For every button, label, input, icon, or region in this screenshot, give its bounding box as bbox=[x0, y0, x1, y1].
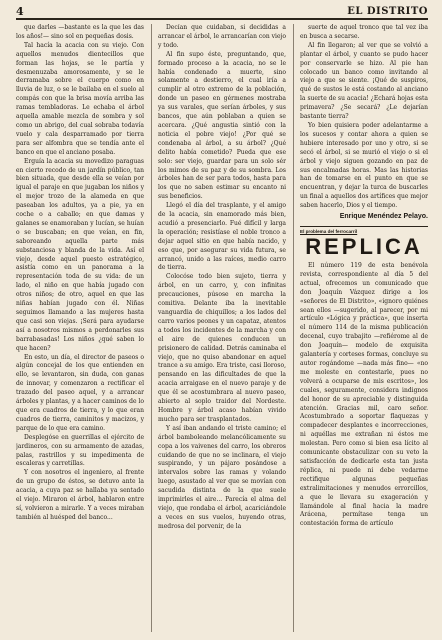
article-headline: REPLICA bbox=[305, 234, 423, 260]
paragraph: Al fin llegaron; al ver que se volvió a plantar el árbol, y cuanto se pudo hacer por conservarle se hizo. Al pie han colocado un banco como invitando al viejo a que se siente. ¡Qué de suspiros, qué de sustos le está costando al anciano la suerte de su acacia! ¿Echará hojas esta primavera? ¿Se secará? ¿Le dejarían bastante tierra? bbox=[300, 41, 428, 121]
paragraph: Decían que cuidaban, si decididas a arrancar el árbol, le arrancarían con viejo y todo. bbox=[158, 24, 286, 49]
paragraph: Yo bien quisiera poder adelantarme a los sucesos y contar ahora a quien se hubiere interesado por uno y otro, si se secó el árbol, si se murió el viejo o si el árbol y viejo siguen gozando en paz de sus encalmadas horas. Mas las historias han de tomarse en el punto en que se encuentran, y dejar la turca de buscarles un final a aquellos dos artífices que mejor saben hacerlo, Dios y el tiempo. bbox=[300, 121, 428, 210]
left-column bbox=[16, 24, 144, 632]
paragraph: Desplegóse en guerrillas el ejército de jardineros, con su armamento de azadas, palas, rastrillos y su impedimenta de escaleras y carretillas. bbox=[16, 433, 144, 468]
paragraph: Y con nosotros el ingeniero, al frente de un grupo de éstos, se detuvo ante la acacia, a cuya paz se hallaba ya sentado el viejo. Miraron el árbol, hablaron entre sí, volvieron a mirarle. Y a veces miraban también al huésped del banco... bbox=[16, 469, 144, 521]
middle-column bbox=[151, 24, 286, 632]
paragraph: Llegó el día del trasplante, y el amigo de la acacia, sin enamorado más bien, acudió a presenciarlo. Fué difícil y larga la operación; resistíase el noble tronco a dejar aquel sitio en que había nacido, y eso que, por asegurar su vida futura, se arrancó, unido a las raíces, medio carro de tierra. bbox=[158, 202, 286, 272]
author-signature: Enrique Menéndez Pelayo. bbox=[339, 213, 428, 221]
paragraph: que darles —bastante es la que les das los años!— sino sol en pequeñas dosis. bbox=[16, 24, 144, 40]
article-columns bbox=[16, 24, 428, 632]
paragraph: Erguía la acacia su movedizo paraguas en cierto recodo de un jardín público, tan bien situada, que desde ella se veían por igual el paraje en que jugaban los niños y el mejor trozo de la alameda en que paseaban los adultos, ya a pie, ya en coche o a caballo; en que damas y galanes se enamoraban y lucían, se huían o se buscaban; en que veían, en fin, saboreando aquella parte más substanciosa y blanda de la vida. Así el viejo, desde aquel puesto estratégico, asistía como en un panorama a la representación toda de su vida: de un lado, el niño en que había jugado con otros niños; de otro, aquel en que las niñas habían jugado con él. Niñas seguimos llamando a las mujeres hasta que casi son viejas. ¡Será para ayudarse así a nosotros mismos a perdonarles sus barrabasadas! Los niños ¿qué saben lo que hacen? bbox=[16, 157, 144, 352]
section-label: El problema del ferrocarril bbox=[300, 226, 428, 234]
paragraph: En esto, un día, el director de paseos o algún concejal de los que entienden en ello, se levantaron, sin duda, con ganas de innovar, y comenzaron a rectificar el trazado del paseo aquel, y a arrancar árboles y plantas, y a hacer caminos de lo que era cuadros de tierra, y lo que eran cuadros de tierra, caminitos y macizos, y parque de lo que era camino. bbox=[16, 353, 144, 432]
paragraph: Y así iban andando el triste camino; el árbol bamboleando melancólicamente su copa a los vaivenes del carro, los obreros cuidando de que no se inclinara, el viejo suspirando, y un pájaro posándose a intervalos sobre las ramas y volando luego, asustado al ver que se movían con sacudida distinta de la que suele imprimirles el aire... Parecía el alma del viejo, que rondaba el árbol, acariciándole a veces en sus vuelos, huyendo otras, medrosa del porvenir, de la bbox=[158, 424, 286, 530]
paragraph: El número 119 de esta benévola revista, correspondiente al día 5 del actual, ofrecemos un comunicado que don Joaquín Vázquez dirige a los «señores de El Distrito», «ignoro quiénes sean ellos —sugerido, al parecer, por mi artículo «Lógica y práctica», que inserta el número 114 de la misma publicación decenal, cuyo trabajito —refiérome al de don Joaquín— modelo de exquisita galantería y corteses formas, concluye su autor rogándome —nada más fino— «no me moleste en contestarle, pues no volverá a ocuparse de mis escritos», los cuales, seguramente, considera indignos del honor de su apreciable y distinguida atención. Gracias mil, caro señor. Acostumbrado a soportar flaquezas y compadecer desplantes e incorrecciones, ni aquéllas me extrañan ni éstos me molestan. Pero como si bien esa lícito al comunicante obstaculizar con su veto la satisfacción de dedicarle esta tan justa réplica, ni puede ni debe vedarme rectifique algunas pequeñas extralimitaciones y menudos errorcillos, a que le llevara su exageración y llamándole al final hacia la madre Arácena, permítase tenga un contestación forma de artículo bbox=[300, 262, 428, 528]
paragraph: Tal hacía la acacia con su viejo. Con aquellos menudos dientecillos que forman las hojas, se le partía y desmenuzaba amorosamente, y se le derramaba sobre el cuerpo como en lluvia de luz, o se le bailaba en el suelo al compás con que la brisa movía arriba las ramas tembladoras. Le echaba el árbol aquella amable mezcla de sombra y sol como un abrigo, del cual sobraba todavía vuelo y cala desparramado por tierra para ser alfombra que se tendía ante el banco en que el anciano posaba. bbox=[16, 41, 144, 156]
paragraph: Colocóse todo bien sujeto, tierra y árbol, en un carro, y, con infinitas precauciones, púsose en marcha la comitiva. Delante iba la inevitable vanguardia de chiquillos; a los lados del carro varios peones y un capataz, atentos a todos los incidentes de la marcha y con el aire de quienes conducen un prisionero de calidad. Detrás caminaba el viejo, que no quiso abandonar en aquel trance a su amigo. Era triste, casi lloroso, pensando en las dificultades de que la acacia arraigase en el nuevo paraje y de que él se acostumbrara al nuevo paseo, abierto al soplo traidor del Nordeste. Hombre y árbol acaso habían vivido mucho para ser trasplantados. bbox=[158, 273, 286, 423]
paragraph: suerte de aquel tronco que tal vez iba en busca a secarse. bbox=[300, 24, 428, 40]
right-column bbox=[293, 24, 428, 632]
newspaper-name: EL DISTRITO bbox=[347, 5, 428, 17]
page-number: 4 bbox=[16, 4, 24, 18]
page-header bbox=[16, 4, 428, 20]
paragraph: Al fin supo éste, preguntando, que, formado proceso a la acacia, no se le había condenado a muerte, sino solamente a destierro, el cual iría a cumplir al otro extremo de la población, donde un paseo en gérmenes mostraba ya sus varales, que serían árboles, y sus bancos, que aún poblaban a quien se acercara. ¿Qué angustia sintió con la noticia el pobre viejo! ¿Por qué se condenaba al árbol, a su árbol? ¿Qué delito había cometido? Pueda que ese solo: ser viejo, guardar para un solo sér los mimos de su paz y de su sombra. Los árboles han de ser para todos, hasta para los que no saben estimar su encanto ni sus beneficios. bbox=[158, 50, 286, 201]
